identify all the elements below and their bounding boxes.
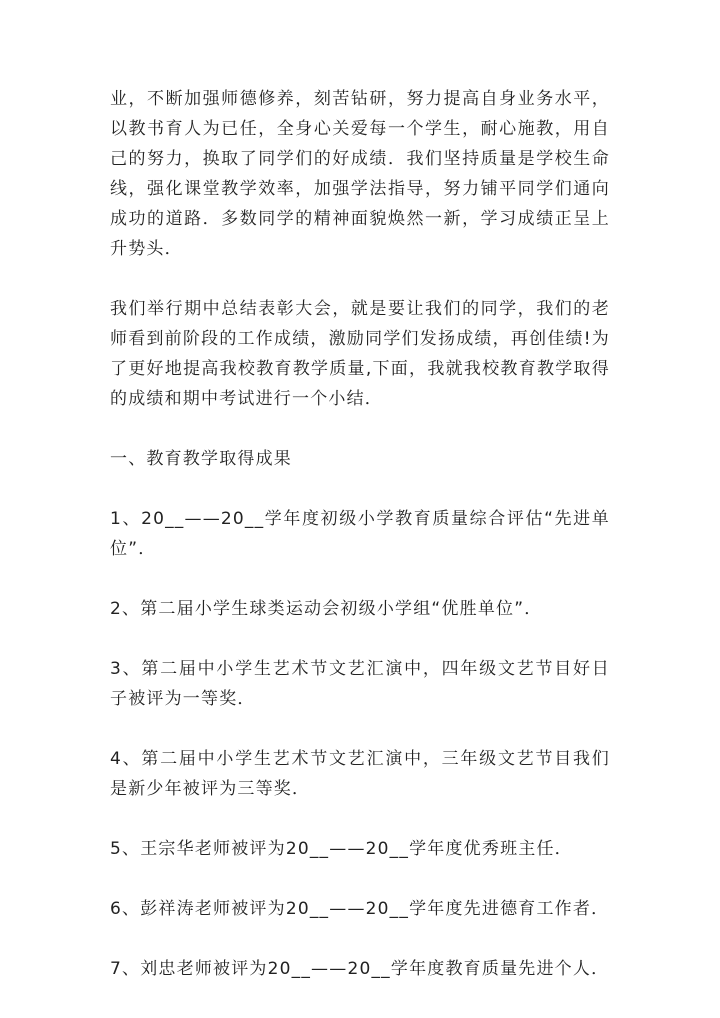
document-body xyxy=(110,84,610,984)
section-heading: 一、教育教学取得成果 xyxy=(110,449,292,469)
body-paragraph: 我们举行期中总结表彰大会，就是要让我们的同学，我们的老师看到前阶段的工作成绩，激励同学们发扬成绩，再创佳绩!为了更好地提高我校教育教学质量,下面，我就我校教育教学取得的成绩和期中考试进行一个小结． xyxy=(110,299,610,409)
achievement-item: 4、第二届中小学生艺术节文艺汇演中，三年级文艺节目我们是新少年被评为三等奖． xyxy=(110,749,610,799)
achievement-item: 3、第二届中小学生艺术节文艺汇演中，四年级文艺节目好日子被评为一等奖． xyxy=(110,659,610,709)
achievement-item: 6、彭祥涛老师被评为20__——20__学年度先进德育工作者． xyxy=(110,899,610,919)
achievement-item: 1、20__——20__学年度初级小学教育质量综合评估“先进单位”． xyxy=(110,509,610,559)
achievement-item: 5、王宗华老师被评为20__——20__学年度优秀班主任． xyxy=(110,839,573,859)
achievement-item: 2、第二届小学生球类运动会初级小学组“优胜单位”． xyxy=(110,599,543,619)
body-paragraph: 业，不断加强师德修养，刻苦钻研，努力提高自身业务水平，以教书育人为已任，全身心关爱每一个学生，耐心施教，用自己的努力，换取了同学们的好成绩．我们坚持质量是学校生命线，强化课堂教学效率，加强学法指导，努力铺平同学们通向成功的道路．多数同学的精神面貌焕然一新，学习成绩正呈上升势头． xyxy=(110,89,610,259)
achievement-item: 7、刘忠老师被评为20__——20__学年度教育质量先进个人． xyxy=(110,959,610,979)
